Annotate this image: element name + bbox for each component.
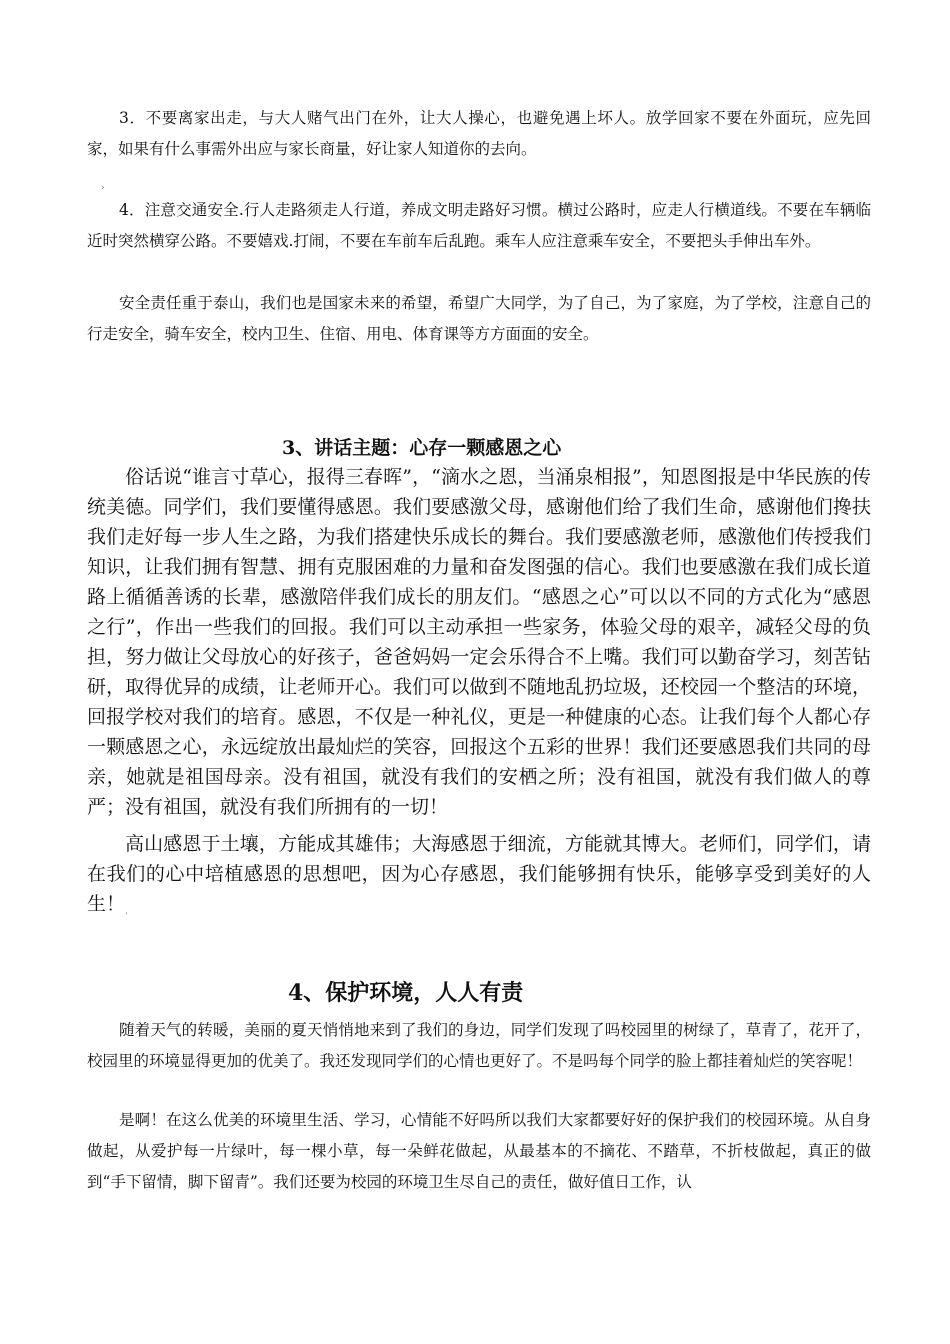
section-3-title: 3、讲话主题：心存一颗感恩之心 bbox=[282, 437, 562, 459]
safety-rule-3: 3．不要离家出走，与大人赌气出门在外，让大人操心，也避免遇上坏人。放学回家不要在外面玩，应先回家，如果有什么事需外出应与家长商量，好让家人知道你的去向。 bbox=[87, 109, 871, 158]
environment-paragraph-1: 随着天气的转暖，美丽的夏天悄悄地来到了我们的身边，同学们发现了吗校园里的树绿了，草青了，花开了，校园里的环境显得更加的优美了。我还发现同学们的心情也更好了。不是吗每个同学的脸上都挂着灿烂的笑容呢！ bbox=[87, 1021, 871, 1070]
stray-mark: ˈ bbox=[125, 912, 128, 922]
safety-rule-4: 4．注意交通安全.行人走路须走人行道，养成文明走路好习惯。横过公路时，应走人行横道线。不要在车辆临近时突然横穿公路。不要嬉戏.打闹，不要在车前车后乱跑。乘车人应注意乘车安全，不要把头手伸出车外。 bbox=[87, 201, 871, 250]
gratitude-paragraph-2: 高山感恩于土壤，方能成其雄伟；大海感恩于细流，方能就其博大。老师们，同学们，请在我们的心中培植感恩的思想吧，因为心存感恩，我们能够拥有快乐，能够享受到美好的人生！ bbox=[87, 833, 871, 915]
environment-paragraph-2: 是啊！在这么优美的环境里生活、学习，心情能不好吗所以我们大家都要好好的保护我们的校园环境。从自身做起，从爱护每一片绿叶，每一棵小草，每一朵鲜花做起，从最基本的不摘花、不踏草，不折枝做起，真正的做到“手下留情，脚下留青”。我们还要为校园的环境卫生尽自己的责任，做好值日工作，认 bbox=[87, 1111, 871, 1191]
safety-closing-paragraph: 安全责任重于泰山，我们也是国家未来的希望，希望广大同学，为了自己，为了家庭，为了学校，注意自己的行走安全，骑车安全，校内卫生、住宿、用电、体育课等方方面面的安全。 bbox=[87, 294, 871, 343]
stray-mark: › bbox=[101, 183, 105, 193]
gratitude-paragraph-1: 俗话说“谁言寸草心，报得三春晖”，“滴水之恩，当涌泉相报”，知恩图报是中华民族的传统美德。同学们，我们要懂得感恩。我们要感激父母，感谢他们给了我们生命，感谢他们搀扶我们走好每一步人生之路，为我们搭建快乐成长的舞台。我们要感激老师，感激他们传授我们知识，让我们拥有智慧、拥有克服困难的力量和奋发图强的信心。我们也要感激在我们成长道路上循循善诱的长辈，感激陪伴我们成长的朋友们。“感恩之心”可以以不同的方式化为“感恩之行”，作出一些我们的回报。我们可以主动承担一些家务，体验父母的艰辛，减轻父母的负担，努力做让父母放心的好孩子，爸爸妈妈一定会乐得合不上嘴。我们可以勤奋学习，刻苦钻研，取得优异的成绩，让老师开心。我们可以做到不随地乱扔垃圾，还校园一个整洁的环境，回报学校对我们的培育。感恩，不仅是一种礼仪，更是一种健康的心态。让我们每个人都心存一颗感恩之心，永远绽放出最灿烂的笑容，回报这个五彩的世界！我们还要感恩我们共同的母亲，她就是祖国母亲。没有祖国，就没有我们的安栖之所；没有祖国，就没有我们做人的尊严；没有祖国，就没有我们所拥有的一切！ bbox=[87, 466, 871, 818]
section-4-title: 4、保护环境，人人有责 bbox=[288, 980, 524, 1006]
